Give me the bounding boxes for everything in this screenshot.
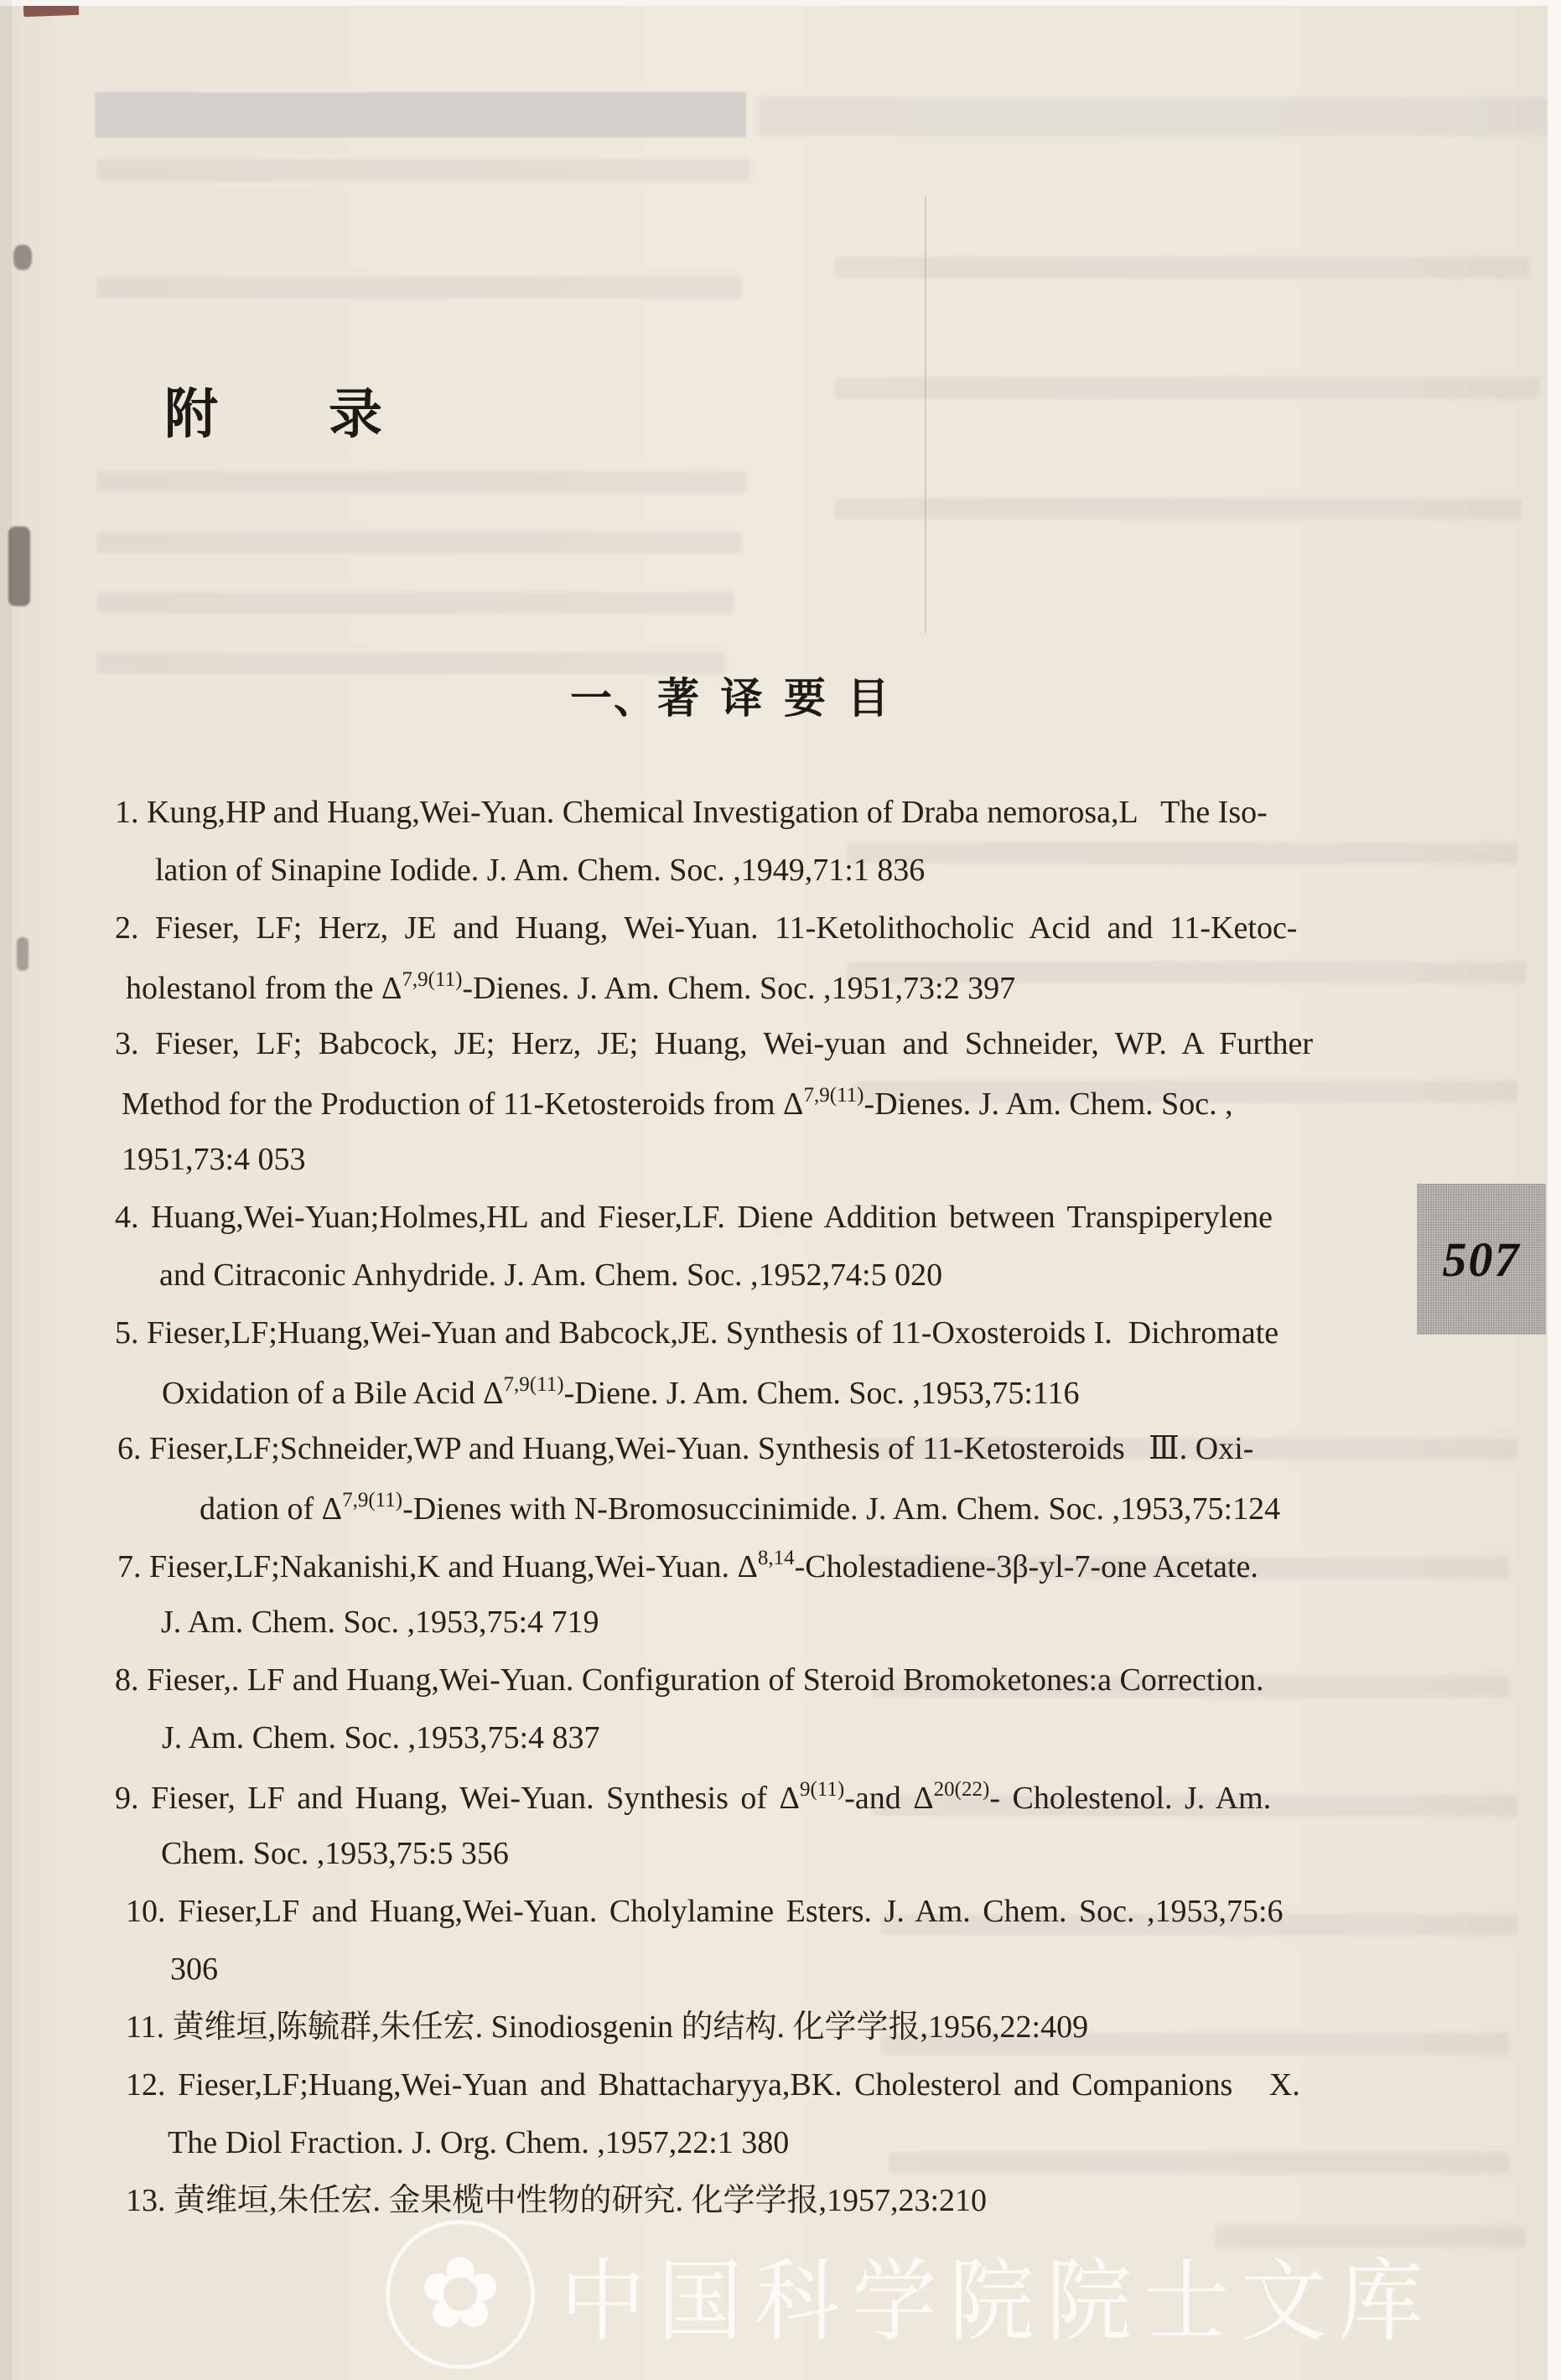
reference-7-line-1: 7. Fieser,LF;Nakanishi,K and Huang,Wei-Yuan. Δ$^{8,14}$-Cholestadiene-3β-yl-7-one Acetate. (117, 1547, 1258, 1584)
page-number-tab (1417, 1184, 1546, 1335)
reference-10-line-1: 10. Fieser,LF and Huang,Wei-Yuan. Cholylamine Esters. J. Am. Chem. Soc. ,1953,75:6 (126, 1894, 1284, 1929)
reference-9-line-2: Chem. Soc. ,1953,75:5 356 (161, 1836, 509, 1871)
reference-12-line-2: The Diol Fraction. J. Org. Chem. ,1957,22:1 380 (168, 2125, 790, 2160)
bleed-through-artifact (847, 843, 1517, 864)
bleed-through-artifact (834, 377, 1538, 399)
bleed-through-artifact (96, 277, 742, 298)
bleed-through-artifact (834, 257, 1530, 278)
reference-3-line-1: 3. Fieser, LF; Babcock, JE; Herz, JE; Huang, Wei-yuan and Schneider, WP. A Further (115, 1026, 1314, 1061)
reference-5-line-2: Oxidation of a Bile Acid $\Delta^{7,9(11)}$-Diene. J. Am. Chem. Soc. ,1953,75:116 (162, 1373, 1080, 1411)
reference-8-line-2: J. Am. Chem. Soc. ,1953,75:4 837 (162, 1720, 600, 1755)
reference-1-line-2: lation of Sinapine Iodide. J. Am. Chem. Soc. ,1949,71:1 836 (155, 853, 926, 888)
reference-4-line-1: 4. Huang,Wei-Yuan;Holmes,HL and Fieser,LF. Diene Addition between Transpiperylene (115, 1200, 1273, 1235)
watermark-text: 中国科学院院士文库 (560, 2253, 1435, 2353)
reference-9-line-1: 9. Fieser, LF and Huang, Wei-Yuan. Synthesis of $\Delta^{9(11)}$-and $\Delta^{20(22)}-$ Cholestenol. J. Am. (115, 1778, 1272, 1816)
scan-speck (17, 937, 29, 971)
reference-3-line-3: 1951,73:4 053 (122, 1142, 306, 1177)
reference-6-line-2: dation of $\Delta^{7,9(11)}$-Dienes with N-Bromosuccinimide. J. Am. Chem. Soc. ,1953,75:124 (200, 1489, 1281, 1527)
bleed-through-band (759, 97, 1555, 136)
scan-edge (0, 0, 12, 2380)
scan-edge (1548, 0, 1561, 2380)
bleed-through-artifact (96, 471, 746, 493)
reference-6-line-1: 6. Fieser,LF;Schneider,WP and Huang,Wei-Yuan. Synthesis of 11-Ketosteroids Ⅲ. Oxi- (117, 1431, 1254, 1466)
reference-1-line-1: 1. Kung,HP and Huang,Wei-Yuan. Chemical Investigation of Draba nemorosa,L The Iso- (115, 795, 1268, 830)
paper-crease (925, 197, 926, 633)
bleed-through-artifact (96, 531, 742, 553)
bleed-through-artifact (834, 498, 1522, 520)
page-number: 507 (1442, 1231, 1521, 1287)
cas-emblem-icon: ✿ (386, 2220, 535, 2369)
reference-11-line-1: 11. 黄维垣,陈毓群,朱任宏. Sinodiosgenin 的结构. 化学学报,1956,22:409 (126, 2009, 1089, 2045)
bleed-through-band (95, 92, 746, 137)
page-title: 附 录 (164, 385, 384, 444)
scan-speck (13, 245, 32, 270)
library-watermark (386, 2220, 1435, 2369)
section-heading: 一、著 译 要 目 (570, 675, 891, 722)
reference-8-line-1: 8. Fieser,. LF and Huang,Wei-Yuan. Configuration of Steroid Bromoketones:a Correction. (115, 1662, 1264, 1698)
reference-13-line-1: 13. 黄维垣,朱任宏. 金果榄中性物的研究. 化学学报,1957,23:210 (126, 2183, 988, 2218)
bleed-through-artifact (96, 159, 750, 181)
reference-4-line-2: and Citraconic Anhydride. J. Am. Chem. Soc. ,1952,74:5 020 (159, 1257, 943, 1293)
reference-12-line-1: 12. Fieser,LF;Huang,Wei-Yuan and Bhattacharyya,BK. Cholesterol and Companions X. (126, 2067, 1300, 2103)
reference-2-line-2: holestanol from the $\Delta^{7,9(11)}$-Dienes. J. Am. Chem. Soc. ,1951,73:2 397 (126, 968, 1016, 1006)
reference-2-line-1: 2. Fieser, LF; Herz, JE and Huang, Wei-Yuan. 11-Ketolithocholic Acid and 11-Ketoc- (115, 910, 1298, 946)
scan-edge (0, 0, 1561, 6)
bleed-through-artifact (96, 592, 734, 614)
reference-5-line-1: 5. Fieser,LF;Huang,Wei-Yuan and Babcock,JE. Synthesis of 11-Oxosteroids I. Dichromate (115, 1315, 1279, 1351)
bleed-through-artifact (889, 2152, 1509, 2174)
reference-7-line-2: J. Am. Chem. Soc. ,1953,75:4 719 (161, 1605, 599, 1640)
reference-3-line-2: Method for the Production of 11-Ketosteroids from $\Delta^{7,9(11)}$-Dienes. J. Am. Chem. Soc. , (122, 1084, 1233, 1122)
reference-10-line-2: 306 (170, 1952, 218, 1987)
